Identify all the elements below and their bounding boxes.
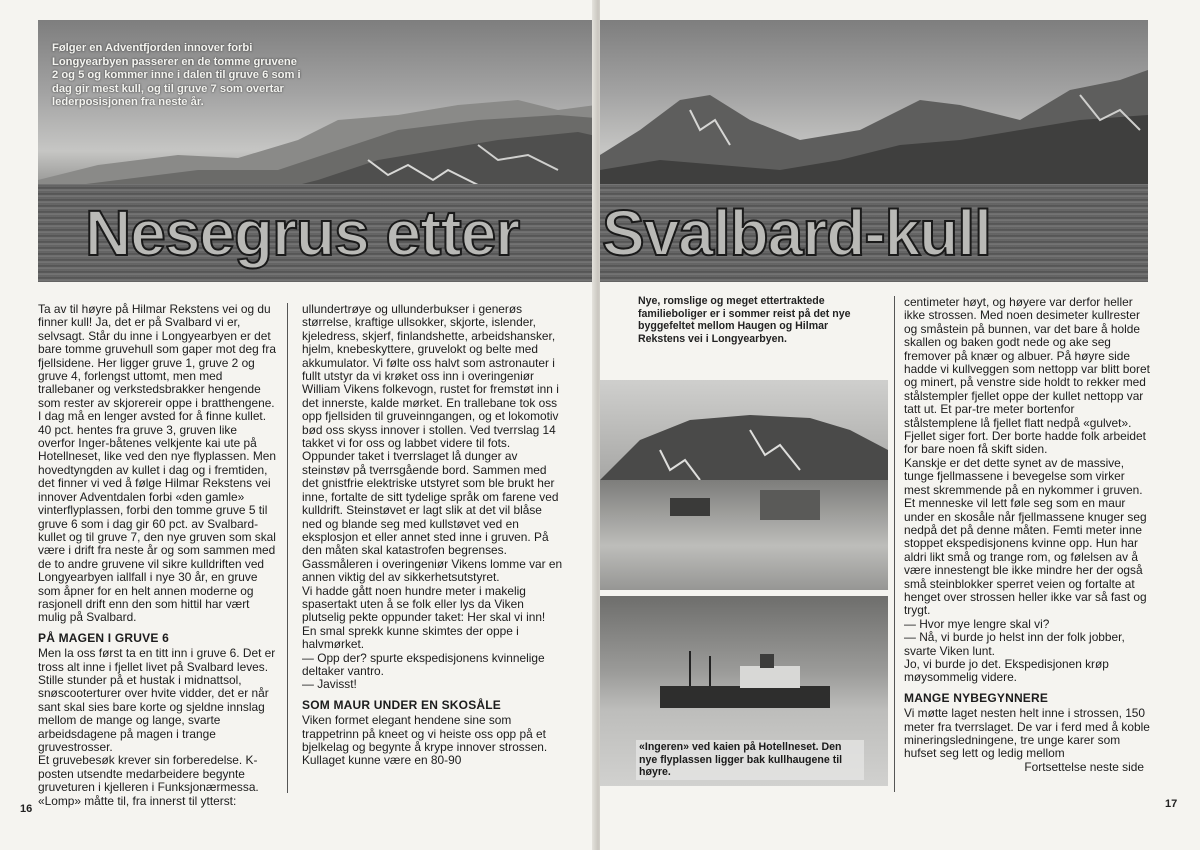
paragraph: ullundertrøye og ullunderbukser i generøs størrelse, kraftige ullsokker, skjorte, islender, kjeledress, skjerf, finlandshette, arbeidshansker, hjelm, knebeskyttere, gruvelokt og belte med akkumulator. Vi følte oss halvt som astronauter i fullt utstyr da vi krøket oss inn i overingeniør William Vikens folkevogn, rustet for fremstøt inn i det innerste, kalde mørket. En trallebane tok oss opp fjellsiden til gruveinngangen, og et lokomotiv bød oss skyss innover i stollen. Ved tverrslag 14 takket vi for oss og labbet videre til fots. Oppunder taket i tverrslaget lå dunger av steinstøv på tverrsgående bord. Sammen med det gnistfrie elektriske utstyret som ble brukt her inne, fortalte de sitt tydelige språk om farene ved kulldrift. Steinstøvet er lagt slik at det vil blåse ned og blande seg med kullstøvet ved en eksplosjon et eller annet sted inne i gruven. På den måten skal katastrofen begrenses. Gassmåleren i overingeniør Vikens lomme var en annen viktig del av sikkerhetsutstyret.	[302, 302, 563, 585]
ship	[600, 646, 888, 726]
column-1	[38, 303, 276, 808]
right-page	[600, 0, 1200, 850]
photo-caption-top: Nye, romslige og meget ettertraktede familieboliger er i sommer reist på det nye byggefeltet mellom Haugen og Hilmar Rekstens vei i Longyearbyen.	[638, 295, 851, 345]
paragraph: Viken formet elegant hendene sine som trappetrinn på kneet og vi heiste oss opp på et bjelkelag og begynte å krype innover strossen. Kullaget kunne være en 80-90	[302, 713, 548, 768]
paragraph: Vi møtte laget nesten helt inne i strossen, 150 meter fra tverrslaget. De var i ferd med å koble mineringsledningene, tre unge karer som hufset seg lett og ledig mellom	[904, 706, 1150, 761]
paragraph: — Opp der? spurte ekspedisjonens kvinnelige deltaker vantro.	[302, 650, 545, 678]
paragraph: — Hvor mye lengre skal vi?	[904, 616, 1050, 631]
paragraph: Jo, vi burde jo det. Ekspedisjonen krøp møysommelig videre.	[904, 656, 1109, 685]
headline-left: Nesegrus etter	[85, 197, 520, 269]
paragraph: Men la oss først ta en titt inn i gruve 6. Det er tross alt inne i fjellet livet på Svalbard leves. Stille stunder på et hustak i midnattsol, snøscooterturer over hvite vidder, det er når sant skal sies bare korte og sjeldne innslag mellom de mange og lange, svarte arbeidsdagene på magen i trange gruvestrosser.	[38, 646, 276, 754]
paragraph: — Nå, vi burde jo helst inn der folk jobber, svarte Viken lunt.	[904, 630, 1125, 658]
house	[670, 498, 710, 516]
headline-right: Svalbard-kull	[602, 197, 991, 269]
paragraph: En smal sprekk kunne skimtes der oppe i halvmørket.	[302, 623, 519, 652]
building-site	[600, 480, 888, 590]
page-number: 16	[20, 803, 33, 815]
paragraph: — Javisst!	[302, 677, 357, 692]
left-page	[0, 0, 596, 850]
paragraph: Ta av til høyre på Hilmar Rekstens vei og du finner kull! Ja, det er på Svalbard vi er, selvsagt. Står du inne i Longyearbyen er det bare tomme gruvehull som gaper mot deg fra fjellsidene. Her ligger gruve 1, gruve 2 og gruve 4, forlengst uttomt, men med trallebaner og verkstedsbrakker hengende som rester av skjorereir oppe i bratthengene. I dag må en lenger avsted for å finne kullet. 40 pct. hentes fra gruve 3, gruven like overfor Inger-båtenes velkjente kai ute på Hotellneset, like ved den nye flyplassen. Men hovedtyngden av kullet i dag og i fremtiden, det finner vi ved å følge Hilmar Rekstens vei innover Adventdalen forbi «den gamle» vinterflyplassen, forbi den tomme gruve 5 til gruve 6 som i dag gir 60 pct. av Svalbard-kullet og til gruve 7, den nye gruven som skal være i drift fra neste år og som sammen med de to andre gruvene vil sikre kulldriften ved Longyearbyen iallfall i nye 30 år, en gruve som åpner for en helt annen moderne og rasjonell drift enn den som hittil har vært mulig på Svalbard.	[38, 302, 276, 625]
paragraph: centimeter høyt, og høyere var derfor heller ikke strossen. Med noen desimeter kullrester og småstein på bunnen, var det bare å holde skallen og baken godt nede og ake seg fremover på knær og albuer. På høyre side hadde vi kullveggen som nettopp var blitt boret og minert, på venstre side holdt to rekker med stålstempler fjellet oppe der kullet nettopp var tatt ut. Et par-tre meter bortenfor stålstemplene lå fjellet flatt nedpå «gulvet». Fjellet siger fort. Der borte hadde folk arbeidet for bare noen få skift siden.	[904, 295, 1150, 457]
house	[760, 490, 820, 520]
subheading: SOM MAUR UNDER EN SKOSÅLE	[302, 697, 502, 712]
paragraph: Et gruvebesøk krever sin forberedelse. K-posten utsendte medarbeidere begynte gruveturen i kjelleren i Funksjonærmessa. «Lomp» måtte til, fra innerst til ytterst:	[38, 753, 259, 808]
column-2	[302, 303, 564, 768]
subheading: PÅ MAGEN I GRUVE 6	[38, 630, 169, 645]
column-3	[904, 296, 1150, 774]
hero-caption: Følger en Adventfjorden innover forbi Longyearbyen passerer en de tomme gruvene 2 og 5 og kommer inne i dalen til gruve 6 som i dag gir mest kull, og til gruve 7 som overtar lederposisjonen fra neste år.	[52, 42, 301, 108]
continued-note: Fortsettelse neste side	[1024, 759, 1144, 774]
paragraph: Kanskje er det dette synet av de massive, tunge fjellmassene i bevegelse som virker mest skremmende på en nykommer i gruven. Et menneske vil lett føle seg som en maur under en skosåle når fjellmassene knuger seg nedpå det på denne måten. Femti meter inne stoppet ekspedisjonens kvinne opp. Hun har aldri likt små og trange rom, og følelsen av å være innestengt ble ikke mindre her der også små steinblokker sperret veien og fortalte at henget over strossen heller ikke var så fast og trygt.	[904, 455, 1147, 618]
housing-photo	[600, 380, 888, 590]
photo-caption-bottom: «Ingeren» ved kaien på Hotellneset. Den nye flyplassen ligger bak kullhaugene til høyre.	[636, 740, 864, 780]
subheading: MANGE NYBEGYNNERE	[904, 690, 1049, 705]
column-rule	[894, 296, 895, 792]
column-rule	[287, 303, 288, 793]
paragraph: Vi hadde gått noen hundre meter i makelig spasertakt uten å se folk eller lys da Viken plutselig pekte oppunder taket: Her skal vi inn!	[302, 583, 546, 625]
page-number: 17	[1165, 798, 1178, 810]
